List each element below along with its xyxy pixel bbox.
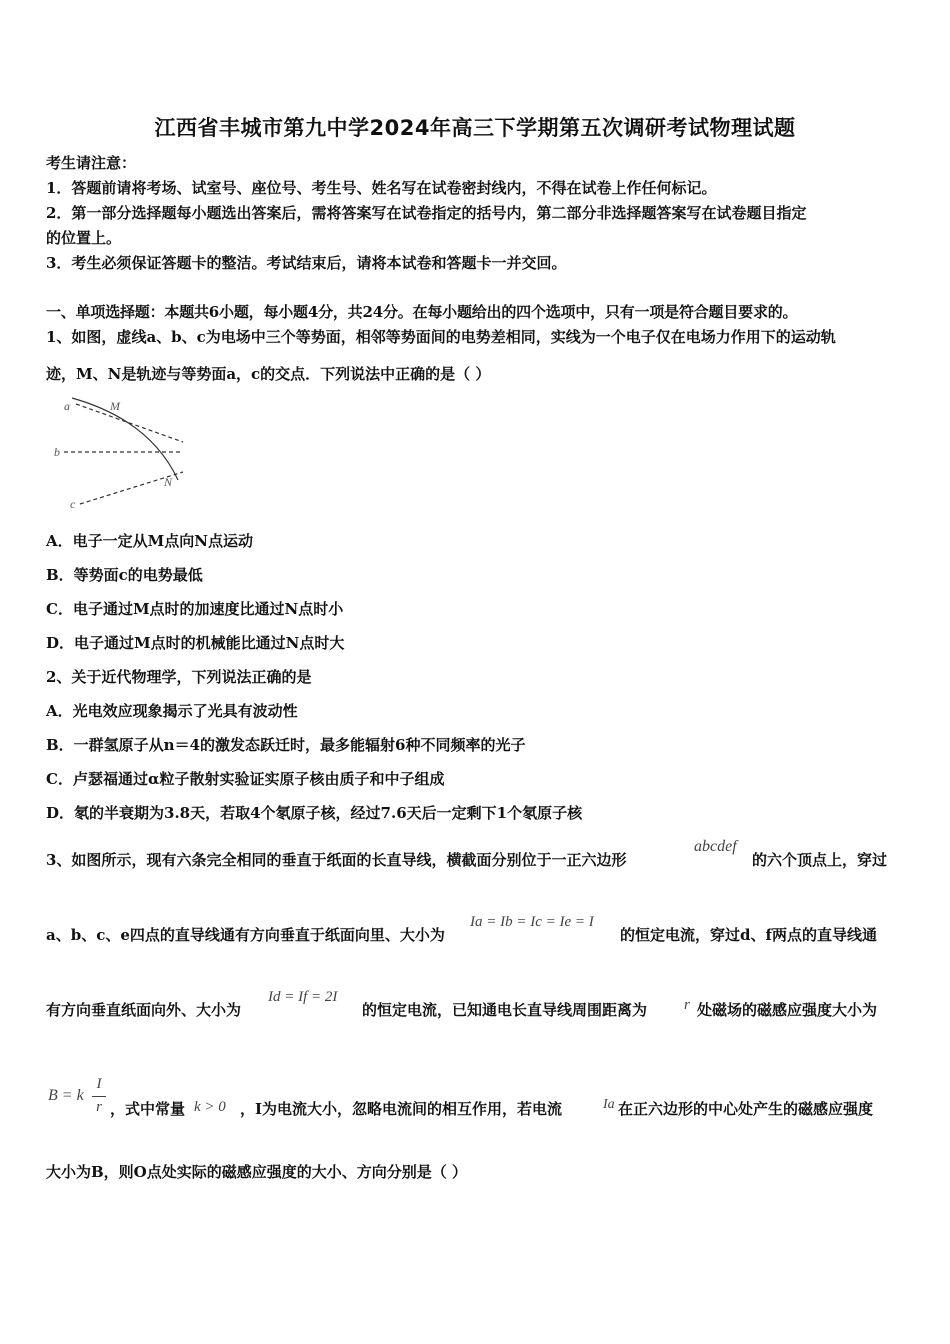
q3-line3-c: 处磁场的磁感应强度大小为 [697, 1001, 878, 1019]
q1-option-c: C．电子通过M点时的加速度比通过N点时小 [46, 600, 344, 618]
notice-2: 2．第一部分选择题每小题选出答案后，需将答案写在试卷指定的括号内，第二部分非选择题答案写在试卷题目指定 [46, 204, 807, 222]
q3-current-formula-2: Id = If = 2I [268, 989, 338, 1005]
q3-formula-lhs: B = k [48, 1087, 84, 1104]
q3-current-formula-1: Ia = Ib = Ic = Ie = I [470, 914, 594, 930]
q3-hexagon-symbol: abcdef [694, 838, 737, 855]
q2-stem: 2、关于近代物理学，下列说法正确的是 [46, 668, 312, 686]
section-heading: 一、单项选择题：本题共6小题，每小题4分，共24分。在每小题给出的四个选项中，只有一项是符合题目要求的。 [46, 303, 798, 321]
q2-option-b: B．一群氢原子从n＝4的激发态跃迁时，最多能辐射6种不同频率的光子 [46, 736, 526, 754]
q1-stem-line1: 1、如图，虚线a、b、c为电场中三个等势面，相邻等势面间的电势差相同，实线为一个电子仅在电场力作用下的运动轨 [46, 328, 836, 346]
notice-3: 3．考生必须保证答题卡的整洁。考试结束后，请将本试卷和答题卡一并交回。 [46, 254, 567, 272]
electron-trajectory [72, 398, 178, 480]
label-b: b [54, 445, 60, 459]
q3-line2-b: 的恒定电流，穿过d、f两点的直导线通 [620, 926, 877, 944]
q3-distance-symbol: r [684, 997, 690, 1013]
label-M: M [110, 399, 120, 413]
exam-title: 江西省丰城市第九中学2024年高三下学期第五次调研考试物理试题 [154, 116, 796, 140]
q3-line5: 大小为B，则O点处实际的磁感应强度的大小、方向分别是（ ） [46, 1163, 467, 1181]
q3-line4-c: 在正六边形的中心处产生的磁感应强度 [618, 1100, 874, 1118]
q3-formula-numerator: I [96, 1076, 102, 1092]
notice-heading: 考生请注意： [46, 154, 137, 172]
q1-stem-line2: 迹，M、N是轨迹与等势面a，c的交点．下列说法中正确的是（ ） [46, 365, 491, 383]
q1-option-a: A．电子一定从M点向N点运动 [46, 532, 253, 550]
q3-line3-b: 的恒定电流，已知通电长直导线周围距离为 [362, 1001, 648, 1019]
q3-formula-denominator: r [96, 1099, 102, 1115]
q3-line1-a: 3、如图所示，现有六条完全相同的垂直于纸面的长直导线，横截面分别位于一正六边形 [46, 851, 627, 869]
q3-line4-a: ，式中常量 [110, 1100, 186, 1118]
q1-option-d: D．电子通过M点时的机械能比通过N点时大 [46, 634, 345, 652]
label-c: c [70, 497, 76, 511]
q3-line3-a: 有方向垂直纸面向外、大小为 [46, 1001, 242, 1019]
q3-constant-k: k > 0 [194, 1099, 226, 1115]
q1-equipotential-figure [50, 392, 190, 512]
q2-option-d: D．氡的半衰期为3.8天，若取4个氡原子核，经过7.6天后一定剩下1个氡原子核 [46, 804, 583, 822]
label-a: a [64, 399, 70, 413]
q2-option-c: C．卢瑟福通过α粒子散射实验证实原子核由质子和中子组成 [46, 770, 445, 788]
q3-line2-a: a、b、c、e四点的直导线通有方向垂直于纸面向里、大小为 [46, 926, 445, 944]
notice-2-cont: 的位置上。 [46, 229, 122, 247]
q2-option-a: A．光电效应现象揭示了光具有波动性 [46, 702, 298, 720]
notice-1: 1．答题前请将考场、试室号、座位号、考生号、姓名写在试卷密封线内，不得在试卷上作任何标记。 [46, 179, 717, 197]
q3-line1-b: 的六个顶点上，穿过 [752, 851, 888, 869]
label-N: N [164, 475, 173, 489]
q3-line4-b: ，I为电流大小，忽略电流间的相互作用，若电流 [240, 1100, 563, 1118]
q1-option-b: B．等势面c的电势最低 [46, 566, 203, 584]
q3-fraction-bar [92, 1096, 106, 1097]
q3-current-Ia: Ia [603, 1097, 615, 1112]
